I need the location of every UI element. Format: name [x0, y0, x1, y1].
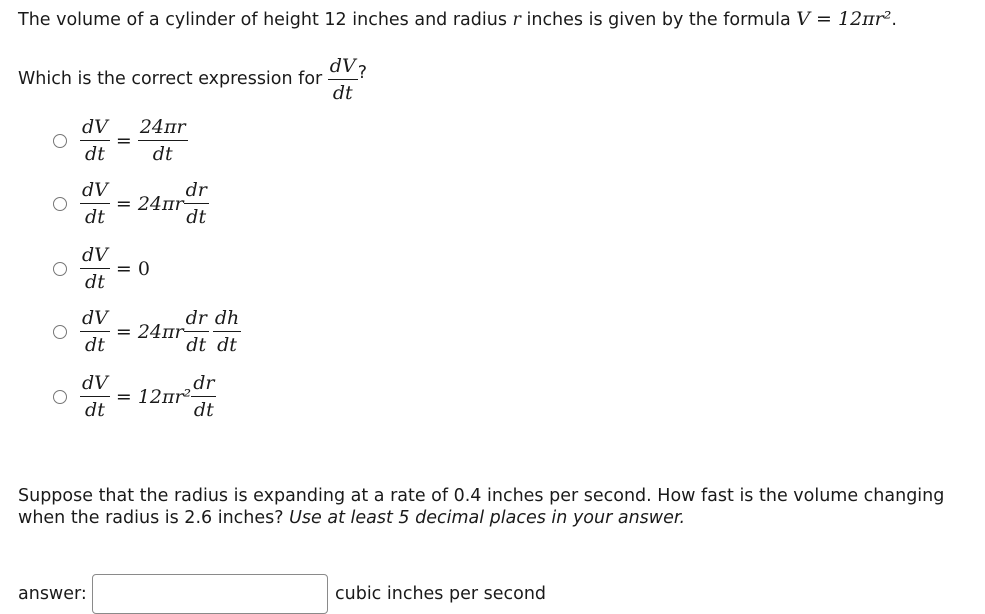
option-5-rhs — [191, 370, 216, 423]
lhs-num: dV — [82, 116, 108, 138]
rhs-num-2: dh — [214, 307, 240, 329]
answer-units: cubic inches per second — [335, 584, 547, 604]
question-intro — [18, 8, 897, 31]
answer-label: answer: — [18, 584, 87, 604]
option-3 — [80, 242, 150, 295]
option-radio-3[interactable] — [53, 262, 67, 276]
answer-input[interactable] — [92, 574, 328, 614]
lhs-den: dt — [85, 399, 105, 421]
lhs-den: dt — [85, 271, 105, 293]
ask-text: Which is the correct expression for — [18, 69, 323, 89]
equals-sign: = — [115, 320, 132, 343]
formula-period: . — [891, 10, 897, 30]
rhs-num: dr — [193, 372, 215, 394]
lhs-den: dt — [85, 334, 105, 356]
rhs-den: dt — [186, 334, 207, 356]
option-4-lhs — [80, 305, 110, 358]
rhs-num: dr — [185, 179, 207, 201]
option-2-rhs — [184, 177, 209, 230]
rhs-value: 0 — [137, 257, 150, 280]
rhs-den: dt — [152, 143, 173, 165]
option-4 — [80, 305, 241, 358]
option-radio-2[interactable] — [53, 197, 67, 211]
question-2-line-2 — [18, 507, 685, 529]
equals-sign: = — [115, 385, 132, 408]
question-2-line-1: Suppose that the radius is expanding at a rate of 0.4 inches per second. How fast is the volume changing — [18, 486, 945, 506]
option-radio-1[interactable] — [53, 134, 67, 148]
rhs-coef: 24πr — [137, 320, 184, 343]
intro-text: The volume of a cylinder of height 12 inches and radius — [18, 10, 507, 30]
option-1 — [80, 114, 188, 167]
rhs-den-2: dt — [217, 334, 237, 356]
ask-fraction — [328, 53, 358, 106]
rhs-num: dr — [185, 307, 207, 329]
option-3-lhs — [80, 242, 110, 295]
equals-sign: = — [115, 257, 132, 280]
lhs-num: dV — [82, 179, 108, 201]
intro-mid-text: inches is given by the formula — [526, 10, 791, 30]
question-2-instruction: Use at least 5 decimal places in your answer. — [289, 508, 686, 528]
option-4-rhs-2 — [213, 305, 241, 358]
question-2-text: when the radius is 2.6 inches? — [18, 508, 284, 528]
equals-sign: = — [115, 129, 132, 152]
lhs-den: dt — [85, 206, 105, 228]
option-radio-4[interactable] — [53, 325, 67, 339]
option-1-lhs — [80, 114, 110, 167]
option-5 — [80, 370, 216, 423]
rhs-num: 24πr — [139, 116, 186, 138]
lhs-den: dt — [85, 143, 105, 165]
lhs-num: dV — [82, 372, 108, 394]
option-2 — [80, 177, 209, 230]
equals-sign: = — [115, 192, 132, 215]
option-4-rhs-1 — [184, 305, 209, 358]
ask-fraction-den: dt — [332, 81, 353, 104]
rhs-coef: 24πr — [137, 192, 184, 215]
intro-var: r — [512, 10, 521, 30]
rhs-den: dt — [193, 399, 214, 421]
volume-formula: V = 12πr² — [796, 8, 892, 30]
ask-fraction-num: dV — [329, 54, 356, 77]
option-5-lhs — [80, 370, 110, 423]
rhs-coef: 12πr² — [137, 385, 192, 408]
option-radio-5[interactable] — [53, 390, 67, 404]
ask-question-mark: ? — [357, 63, 367, 83]
lhs-num: dV — [82, 307, 108, 329]
option-1-rhs — [138, 114, 188, 167]
option-2-lhs — [80, 177, 110, 230]
question-ask — [18, 52, 367, 106]
rhs-den: dt — [186, 206, 207, 228]
lhs-num: dV — [82, 244, 108, 266]
